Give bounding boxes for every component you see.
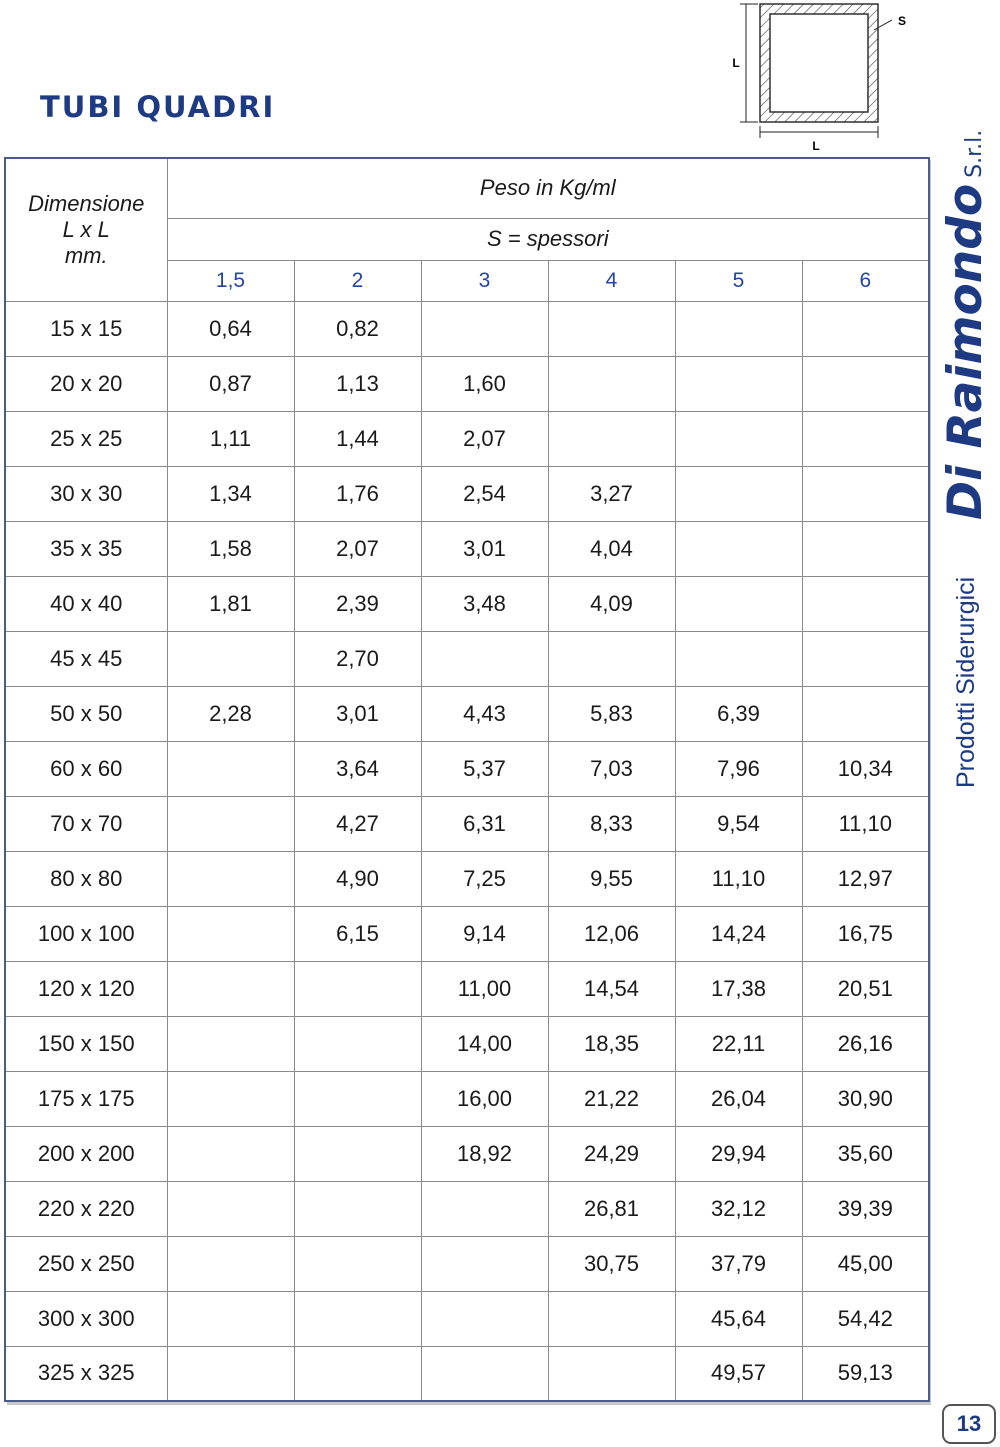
weight-cell: 4,90 (294, 851, 421, 906)
weight-cell: 7,03 (548, 741, 675, 796)
dimension-cell: 80 x 80 (5, 851, 167, 906)
weight-cell (802, 466, 929, 521)
weight-cell: 2,54 (421, 466, 548, 521)
weight-cell: 3,48 (421, 576, 548, 631)
dimension-header (5, 158, 167, 301)
weight-cell (167, 1126, 294, 1181)
dimension-cell: 25 x 25 (5, 411, 167, 466)
weight-cell: 54,42 (802, 1291, 929, 1346)
table-row (5, 1126, 929, 1181)
weight-cell (167, 631, 294, 686)
weight-cell (294, 1236, 421, 1291)
table-row (5, 301, 929, 356)
dimension-cell: 40 x 40 (5, 576, 167, 631)
table-row (5, 1346, 929, 1401)
table-row (5, 961, 929, 1016)
weight-cell (802, 356, 929, 411)
dimension-cell: 15 x 15 (5, 301, 167, 356)
tube-section-diagram (728, 0, 928, 155)
weight-cell (167, 796, 294, 851)
table-row (5, 466, 929, 521)
weight-cell: 6,31 (421, 796, 548, 851)
weight-cell (548, 356, 675, 411)
weight-cell: 26,04 (675, 1071, 802, 1126)
table-row (5, 1291, 929, 1346)
thickness-col-header: 1,5 (167, 260, 294, 301)
weight-cell (167, 1181, 294, 1236)
weight-cell: 18,35 (548, 1016, 675, 1071)
weight-cell: 3,27 (548, 466, 675, 521)
dimension-cell: 175 x 175 (5, 1071, 167, 1126)
table-row (5, 741, 929, 796)
page-title: TUBI QUADRI (40, 90, 276, 124)
weight-cell: 9,14 (421, 906, 548, 961)
thickness-col-header: 3 (421, 260, 548, 301)
weight-cell: 4,27 (294, 796, 421, 851)
weight-cell: 24,29 (548, 1126, 675, 1181)
weight-cell: 1,60 (421, 356, 548, 411)
dimension-cell: 300 x 300 (5, 1291, 167, 1346)
dimension-cell: 325 x 325 (5, 1346, 167, 1401)
weight-cell: 5,83 (548, 686, 675, 741)
weight-cell (802, 686, 929, 741)
weight-cell (802, 521, 929, 576)
weight-cell: 3,01 (294, 686, 421, 741)
weight-cell (167, 961, 294, 1016)
dimension-cell: 45 x 45 (5, 631, 167, 686)
weight-cell (675, 466, 802, 521)
weight-cell: 39,39 (802, 1181, 929, 1236)
weight-cell: 7,25 (421, 851, 548, 906)
weight-cell: 3,01 (421, 521, 548, 576)
dimension-cell: 30 x 30 (5, 466, 167, 521)
weight-cell (675, 301, 802, 356)
brand-tagline: Prodotti Siderurgici (952, 576, 980, 788)
weight-cell (421, 1181, 548, 1236)
weight-cell: 26,16 (802, 1016, 929, 1071)
dimension-cell: 100 x 100 (5, 906, 167, 961)
weights-table (4, 157, 930, 1402)
page-number: 13 (942, 1404, 996, 1444)
weight-cell: 45,00 (802, 1236, 929, 1291)
weight-cell: 11,10 (802, 796, 929, 851)
dimension-cell: 50 x 50 (5, 686, 167, 741)
weight-cell (167, 851, 294, 906)
weight-cell (167, 1291, 294, 1346)
table-row (5, 1236, 929, 1291)
weight-cell (548, 631, 675, 686)
dimension-cell: 20 x 20 (5, 356, 167, 411)
weight-cell (548, 1291, 675, 1346)
thickness-col-header: 5 (675, 260, 802, 301)
weight-cell: 49,57 (675, 1346, 802, 1401)
weight-cell: 1,76 (294, 466, 421, 521)
weight-cell: 32,12 (675, 1181, 802, 1236)
weight-cell: 21,22 (548, 1071, 675, 1126)
weight-cell: 2,28 (167, 686, 294, 741)
weight-cell: 18,92 (421, 1126, 548, 1181)
weight-cell: 37,79 (675, 1236, 802, 1291)
weight-cell (294, 1291, 421, 1346)
weight-cell: 4,43 (421, 686, 548, 741)
weight-cell (294, 1071, 421, 1126)
dimension-cell: 200 x 200 (5, 1126, 167, 1181)
weight-cell (167, 906, 294, 961)
weight-cell: 0,87 (167, 356, 294, 411)
weight-cell: 59,13 (802, 1346, 929, 1401)
weight-cell (675, 521, 802, 576)
weight-cell: 2,70 (294, 631, 421, 686)
weight-cell (421, 1291, 548, 1346)
weight-cell: 17,38 (675, 961, 802, 1016)
brand-logo (938, 129, 998, 520)
brand-name: Di Raimondo (938, 183, 993, 520)
weight-cell (548, 301, 675, 356)
weight-cell: 10,34 (802, 741, 929, 796)
weight-cell: 14,54 (548, 961, 675, 1016)
weight-cell (421, 1236, 548, 1291)
weight-cell (802, 411, 929, 466)
weight-header: Peso in Kg/ml (167, 158, 929, 218)
weight-cell (675, 576, 802, 631)
weight-cell (421, 1346, 548, 1401)
weight-cell (294, 1181, 421, 1236)
weight-cell: 1,13 (294, 356, 421, 411)
weight-cell (167, 741, 294, 796)
weight-cell: 12,06 (548, 906, 675, 961)
weight-cell: 11,00 (421, 961, 548, 1016)
weight-cell (421, 301, 548, 356)
diagram-label-thickness: S (897, 14, 907, 28)
dimension-cell: 250 x 250 (5, 1236, 167, 1291)
weight-cell: 5,37 (421, 741, 548, 796)
thickness-col-header: 2 (294, 260, 421, 301)
weight-cell: 16,75 (802, 906, 929, 961)
weight-cell: 16,00 (421, 1071, 548, 1126)
weight-cell (802, 301, 929, 356)
weight-cell: 7,96 (675, 741, 802, 796)
weight-cell (675, 356, 802, 411)
brand-tagline-container (950, 560, 990, 790)
weight-cell: 1,58 (167, 521, 294, 576)
weight-cell: 14,24 (675, 906, 802, 961)
thickness-col-header: 4 (548, 260, 675, 301)
table-row (5, 906, 929, 961)
weight-cell: 2,07 (294, 521, 421, 576)
dimension-cell: 220 x 220 (5, 1181, 167, 1236)
table-row (5, 1071, 929, 1126)
weight-cell: 2,07 (421, 411, 548, 466)
dimension-header-line-3: mm. (64, 242, 108, 268)
dimension-cell: 35 x 35 (5, 521, 167, 576)
weight-cell (294, 1346, 421, 1401)
weight-cell: 9,55 (548, 851, 675, 906)
table-row (5, 576, 929, 631)
weight-cell: 30,75 (548, 1236, 675, 1291)
table-row (5, 1016, 929, 1071)
dimension-cell: 70 x 70 (5, 796, 167, 851)
weight-cell: 8,33 (548, 796, 675, 851)
table-row (5, 411, 929, 466)
weight-cell: 35,60 (802, 1126, 929, 1181)
weight-cell (548, 411, 675, 466)
dimension-header-line-1: Dimensione (28, 190, 145, 216)
table-row (5, 631, 929, 686)
dimension-cell: 60 x 60 (5, 741, 167, 796)
weight-cell: 2,39 (294, 576, 421, 631)
weight-cell: 11,10 (675, 851, 802, 906)
weight-cell: 1,44 (294, 411, 421, 466)
weight-cell: 12,97 (802, 851, 929, 906)
dimension-cell: 150 x 150 (5, 1016, 167, 1071)
weight-cell: 0,82 (294, 301, 421, 356)
weight-cell: 0,64 (167, 301, 294, 356)
weight-cell: 14,00 (421, 1016, 548, 1071)
weight-cell: 6,15 (294, 906, 421, 961)
weight-cell: 1,11 (167, 411, 294, 466)
weight-cell: 30,90 (802, 1071, 929, 1126)
weight-cell (802, 576, 929, 631)
weight-cell: 29,94 (675, 1126, 802, 1181)
weight-cell: 26,81 (548, 1181, 675, 1236)
table-row (5, 796, 929, 851)
weight-cell (167, 1346, 294, 1401)
dimension-cell: 120 x 120 (5, 961, 167, 1016)
weight-cell: 3,64 (294, 741, 421, 796)
table-row (5, 521, 929, 576)
weight-cell (421, 631, 548, 686)
weight-cell: 45,64 (675, 1291, 802, 1346)
weight-cell: 9,54 (675, 796, 802, 851)
weights-table-body (5, 301, 929, 1401)
thickness-header: S = spessori (167, 218, 929, 260)
weight-cell (294, 961, 421, 1016)
weight-cell (167, 1071, 294, 1126)
weight-cell: 20,51 (802, 961, 929, 1016)
weight-cell: 4,04 (548, 521, 675, 576)
weight-cell (294, 1126, 421, 1181)
weight-cell (675, 631, 802, 686)
weight-cell: 6,39 (675, 686, 802, 741)
table-row (5, 686, 929, 741)
weight-cell (802, 631, 929, 686)
weight-cell: 1,81 (167, 576, 294, 631)
brand-suffix: S.r.l. (962, 129, 987, 178)
weight-cell: 1,34 (167, 466, 294, 521)
weight-cell: 4,09 (548, 576, 675, 631)
weight-cell (675, 411, 802, 466)
weight-cell (294, 1016, 421, 1071)
weights-table-container (4, 157, 928, 1402)
weight-cell (548, 1346, 675, 1401)
diagram-label-height: L (732, 56, 740, 70)
thickness-col-header: 6 (802, 260, 929, 301)
table-row (5, 851, 929, 906)
table-row (5, 356, 929, 411)
weight-cell (167, 1236, 294, 1291)
weight-cell (167, 1016, 294, 1071)
table-row (5, 1181, 929, 1236)
diagram-label-width: L (812, 139, 820, 153)
dimension-header-line-2: L x L (62, 216, 110, 242)
weight-cell: 22,11 (675, 1016, 802, 1071)
